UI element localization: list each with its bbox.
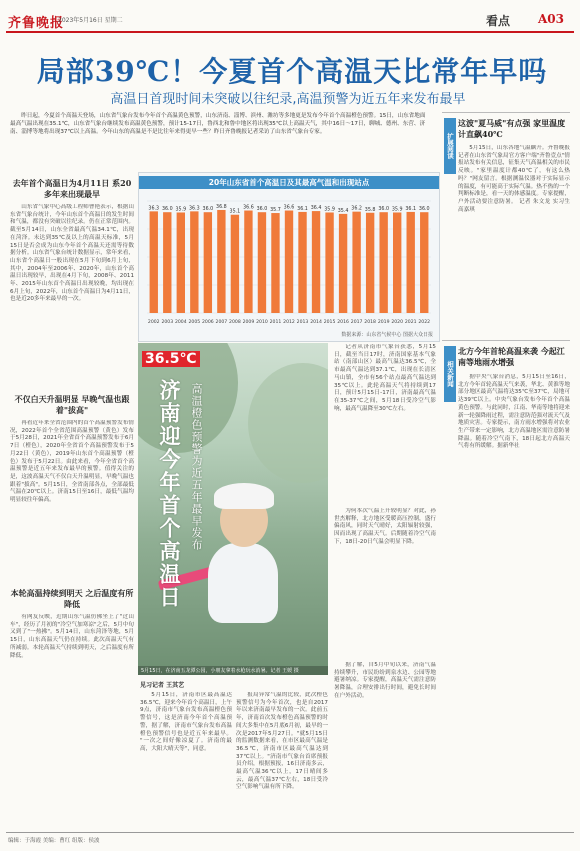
chart-data-label: 36.3 <box>148 206 160 212</box>
section-title-2: 不仅白天升温明显 早晚气温也跟着"拔高" <box>14 394 130 415</box>
mid-text-3: 记者从济南市气象台获悉，5月15日，截至当日17时，济南国家基本气象站（南部山区）最高气温达36.5℃，全市最高气温达到37.1℃，出现在长清区马山镇，全市有56个站点最高气温达到35℃以上。此轮高温天气将持续到17日，预计5月15日-17日，济南最高气温在35-37℃之间，5月18日受冷空气影响，最高气温降至30℃左右。 <box>334 344 436 412</box>
side-story-text-1: 5月15日，山东各地气温飙升。齐鲁晚报记者在山东省气象局官方客户端"齐鲁壹点"情报站发布有关信息，征集天气高温相关的市民反映。"家里温度计都40℃了，有这么热吗？"网友留言。根据测温仪器对于实际显示的温度，有可能高于实际气温。热不热的一个判断标准是，看一天的体感温度。专家提醒，户外活动要注意防暑。 记者 朱文龙 实习生 高嘉琪 <box>458 145 570 213</box>
chart-tick-label: 2005 <box>188 320 201 325</box>
chart-tick-label: 2015 <box>323 320 336 325</box>
chart-tick-label: 2022 <box>418 320 431 325</box>
side-story-title-2: 北方今年首轮高温来袭 今起江南等地雨水增强 <box>458 346 565 367</box>
chart-data-label: 36.6 <box>283 205 295 211</box>
side-story-title-1: 这波"夏马威"有点强 家里温度计直飙40℃ <box>458 118 566 139</box>
chart-bar <box>150 211 158 313</box>
chart-bar <box>163 212 171 313</box>
chart-bar <box>177 212 185 313</box>
chart-tick-label: 2019 <box>377 320 390 325</box>
chart-tick-label: 2021 <box>404 320 417 325</box>
lead-paragraph: 昨日起，今夏首个高温天登场，山东省气象台发布今年首个高温黄色预警，山东济南、淄博、滨州、潍坊等多地更是发布今年首个高温橙色预警。15日，山东省地面最高气温出现在35.1℃，山东省气象台继续发布高温黄色预警，预计15-17日，鲁西北和鲁中地区将出现35℃以上高温天气，其中16日～17日，聊城、德州、东营、济南、淄博等地将出现37℃以上高温。今年山东的高温是不是比往年来得更早一些？昨日齐鲁晚报记者采访了山东省气象台专家。 <box>10 113 426 135</box>
chart-data-label: 36.2 <box>351 206 362 212</box>
page-number: A03 <box>538 12 565 26</box>
chart-bar <box>407 212 415 313</box>
chart-tick-label: 2004 <box>174 320 187 325</box>
chart-data-label: 36.6 <box>243 205 254 211</box>
chart-bar <box>393 212 401 313</box>
chart-data-label: 36.4 <box>310 206 322 212</box>
photo-caption: 5月15日，在济南五龙潭公园，小朋友拿着水枪玩水消暑。记者 王媛 摄 <box>138 666 328 675</box>
chart-data-label: 36.0 <box>418 207 430 213</box>
chart-tick-label: 2012 <box>283 320 295 325</box>
chart-data-label: 36.0 <box>202 207 214 213</box>
mid-text-1: 5月15日，济南市区最高温达36.5℃，迎来今年首个高温日，上午9点，济南市气象台发布高温橙色预警信号，这是济南今年首个高温预警，据了解，济南市气象台发布高温橙色预警信号也是近五年来最早。 "一次之间好像凉夏了。济南的最高，大阳大晴天等"，同意。 <box>140 692 232 752</box>
photo-child-hat <box>214 483 274 509</box>
chart-bar <box>352 212 360 313</box>
chart-data-label: 36.3 <box>188 206 200 212</box>
chart-data-label: 35.7 <box>270 208 281 214</box>
photo-vertical-title: 济南迎今年首个高温日 <box>157 379 182 609</box>
chart-tick-label: 2011 <box>269 320 282 325</box>
column-divider <box>442 112 570 113</box>
chart-bar <box>325 212 333 313</box>
chart-bar <box>271 213 279 313</box>
footer-rule <box>6 832 574 833</box>
bar-chart <box>143 189 435 327</box>
page-subheadline: 高温日首现时间未突破以往纪录,高温预警为近五年来发布最早 <box>110 92 466 107</box>
chart-bar <box>204 212 212 313</box>
photo-vertical-subtitle: 高温橙色预警为近五年最早发布 <box>190 383 203 551</box>
chart-data-label: 35.4 <box>337 208 349 214</box>
chart-bar <box>312 211 320 313</box>
section-title-1: 去年首个高温日为4月11日 系20多年来出现最早 <box>12 178 132 199</box>
mid-text-4: 为何本次气温上升较明显？对此，孙世杰解释，北方地区受暖高压控制，盛行偏南风，同时天气晴好，太阳辐射较强，因而出现了高温天气。后期随着冷空气南下，18日-20日气温会明显下降。 <box>334 508 436 545</box>
chart-data-label: 35.9 <box>175 207 187 213</box>
chart-tick-label: 2003 <box>161 320 174 325</box>
chart-bar <box>244 211 252 313</box>
section-text-2: 再看近年来全省范围内的首个高温预警发布情况，2022年首个全省范围高温预警（黄色）发布于5月28日，2021年全省首个高温预警发布于6月7日（橙色），2020年全省首个高温预警发布于5月22日（黄色），2019年山东首个高温预警（橙色）发布于5月22日。由此来看，今年全省首个高温预警是近五年来发布最早的预警。值得关注的是，这波高温天气不仅白天升温明显，早晚气温也跟着"拔高"。5月15日，全省南部各点，全部最低气温在20℃以上。济南15日至16日，最低气温均明显较往年偏高。 <box>10 420 134 504</box>
masthead-logo: 齐鲁晚报 <box>8 16 65 31</box>
mid-text-5: 据了解，自5月中旬以来，济南气温持续攀升，市民纷纷到泉水边、公园等地避暑纳凉。专家提醒，高温天气需注意防暑降温，合理安排出行时间，避免长时间在户外活动。 <box>334 662 436 699</box>
chart-bar <box>366 213 374 313</box>
section-title-3: 本轮高温持续到明天 之后温度有所降低 <box>10 588 134 609</box>
chart-tick-label: 2006 <box>202 320 214 325</box>
chart-tick-label: 2016 <box>337 320 349 325</box>
chart-bar <box>258 212 266 313</box>
chart-tick-label: 2014 <box>310 320 322 325</box>
chart-tick-label: 2008 <box>229 320 241 325</box>
mid-text-2: 报局异常气温的比较，此次橙色预警信号为今年首次，也是自2017年以来济南最早发布的一次。此前五年，济南首次发布橙色高温预警的时间大多集中在5月底6月初，最早的一次是2017年5月27日。"就5月15日的监测数据来看，在市区最高气温是36.5℃，济南市区最高气温达到37℃以上。"济南市气象台首席预报员介绍，根据预报，16日济南多云，最高气温36℃以上，17日晴间多云，最高气温37℃左右，18日受冷空气影响气温有所下降。 <box>236 692 328 791</box>
chart-bar <box>285 211 293 313</box>
chart-bar <box>190 211 198 313</box>
photo-foliage <box>248 363 328 483</box>
news-photo <box>138 343 328 675</box>
column-divider <box>442 340 570 341</box>
chart-data-label: 36.0 <box>161 207 173 213</box>
header-rule <box>6 31 574 33</box>
side-story-text-2: 据中央气象台消息，5月15日至16日，北方今年首轮高温天气来袭，华北、黄淮等地部分地区最高气温将达35℃至37℃，局地可达39℃以上。中央气象台发布今年首个高温黄色预警。与此同时，江南、华南等地将迎来新一轮强降雨过程，需注意防范强对流天气及地质灾害。专家提示，南方雨水增强将对农业生产带来一定影响，北方高温地区需注意防暑降温。随着冷空气南下，18日起北方高温天气将有所缓解。据新华社 <box>458 374 570 450</box>
chart-data-label: 36.1 <box>297 206 308 212</box>
chart-tick-label: 2010 <box>256 320 268 325</box>
chart-data-label: 35.8 <box>364 207 376 213</box>
byline: 见习记者 王其艺 <box>140 682 185 689</box>
dateline: 2023年5月16日 星期二 <box>58 17 123 24</box>
chart-data-label: 36.0 <box>256 207 268 213</box>
chart-bar <box>231 215 239 313</box>
page-headline: 局部39℃！今夏首个高温天比常年早吗 <box>36 55 548 88</box>
chart-tick-label: 2009 <box>242 320 255 325</box>
photo-child <box>208 543 278 623</box>
temperature-badge: 36.5℃ <box>142 351 200 367</box>
chart-title: 20年山东省首个高温日及其最高气温和出现站点 <box>139 176 439 189</box>
chart-data-label: 35.9 <box>391 207 403 213</box>
section-label: 看点 <box>486 14 511 28</box>
chart-bar <box>379 212 387 313</box>
tag-related-news: 相关新闻 <box>444 346 456 402</box>
chart-data-label: 35.1 <box>229 209 241 215</box>
chart-tick-label: 2018 <box>364 320 376 325</box>
chart-bar <box>339 214 347 313</box>
tag-extended-reading: 扩展阅读 <box>444 118 456 174</box>
chart-source: 数据来源：山东省气候中心 图据大众日报 <box>341 332 433 338</box>
chart-tick-label: 2017 <box>350 320 363 325</box>
chart-panel <box>138 172 440 342</box>
chart-tick-label: 2020 <box>391 320 404 325</box>
chart-data-label: 36.0 <box>378 207 390 213</box>
chart-data-label: 36.8 <box>216 204 227 210</box>
chart-bar <box>420 212 428 313</box>
chart-tick-label: 2013 <box>296 320 309 325</box>
chart-data-label: 36.1 <box>405 206 417 212</box>
footer-credits: 编辑：于海霞 美编：曹红 组版：侯波 <box>8 838 100 844</box>
chart-data-label: 35.9 <box>324 207 335 213</box>
chart-bar <box>298 212 306 313</box>
section-text-1: 山东省气象中心高级工程师曹艳表示，根据山东省气象台统计，今年山东首个高温日的发生时间和气温，都没有突破以往纪录。仍在正常范围内。截至5月14日，山东全省最高气温34.1℃，出现在菏泽。未达到35℃及以上的高温天标准，5月15日是否会成为山东今年首个高温天还需等待数据分析。山东省气象台统计数据显示，常年来看，山东省个高温日一般出现在5月下旬到6月上旬，其中，2004年至2006年、2020年，山东首个高温日出现较早，出现在4月下旬，2008年、2011年、2015年山东首个高温日出现较晚，均出现在6月上旬，2022年，山东首个高温日为4月11日，也是近20多年来最早的一次。 <box>10 204 134 303</box>
chart-bar <box>217 210 225 313</box>
section-text-3: 有网友反映，近期山东气温仿佛坐上了"过山车"，经历了月初的"冷空气加寒凉"之后，5月中旬又到了"一热拂"。5月14日，山东菏泽等地，5月15日，山东高温天气仍在持续。此次高温天气有所减弱。本轮高温天气持续到明天，之后温度有所降低。 <box>10 614 134 659</box>
chart-tick-label: 2002 <box>147 320 160 325</box>
chart-tick-label: 2007 <box>215 320 228 325</box>
